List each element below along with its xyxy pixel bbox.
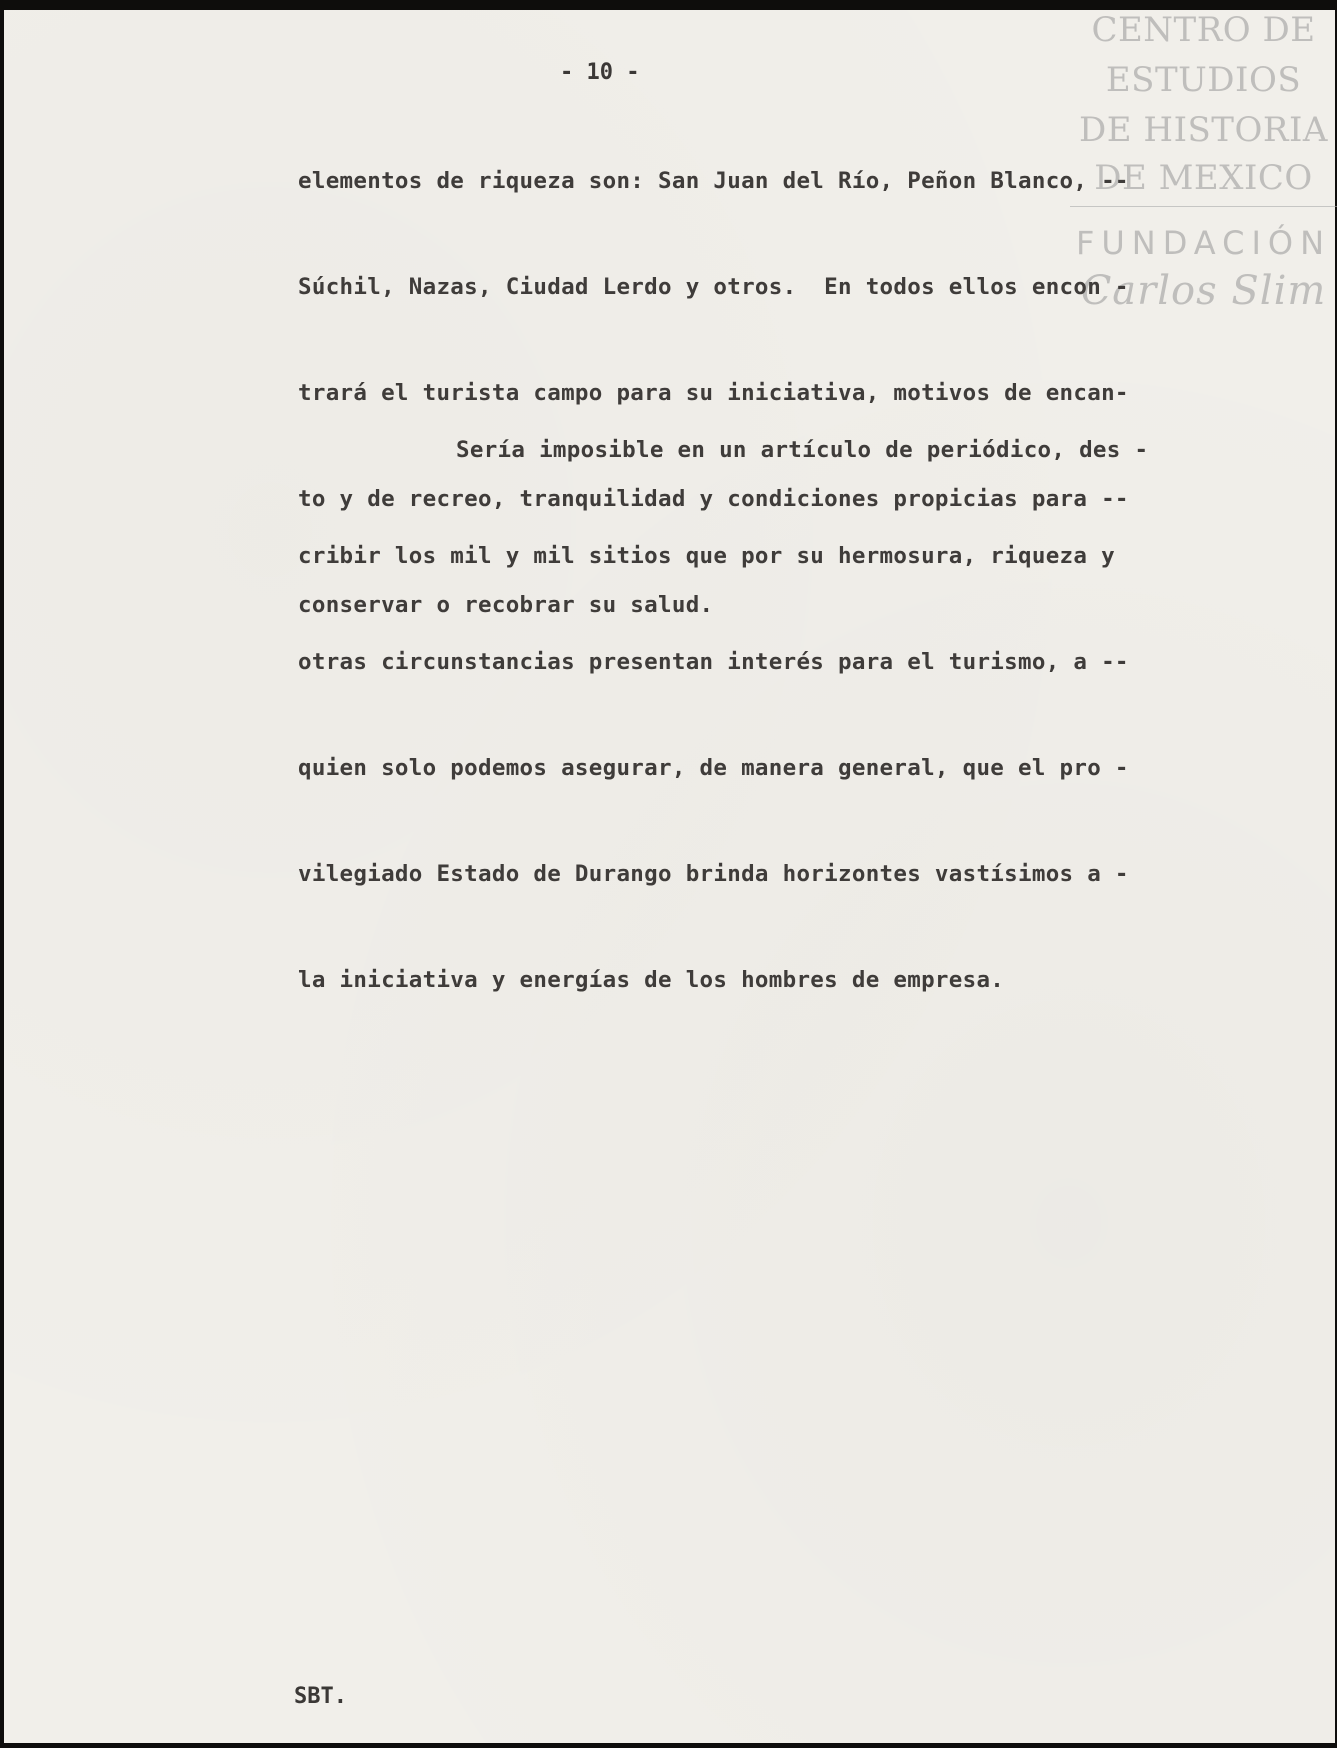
text-line: Sería imposible en un artículo de periódico, des - — [456, 437, 1149, 463]
text-line: elementos de riqueza son: San Juan del Río, Peñon Blanco, -- — [298, 168, 1129, 194]
page-number: - 10 - — [560, 60, 640, 85]
watermark-line-5: FUNDACIÓN — [1075, 224, 1332, 262]
watermark-line-1: CENTRO DE — [1091, 10, 1316, 50]
watermark-signature: Carlos Slim — [1080, 268, 1327, 314]
text-line: Súchil, Nazas, Ciudad Lerdo y otros. En todos ellos encon - — [298, 274, 1129, 300]
paragraph-2 — [298, 371, 1248, 1033]
watermark-line-3: DE HISTORIA — [1079, 110, 1328, 150]
text-line: la iniciativa y energías de los hombres de empresa. — [298, 967, 1005, 993]
text-line: cribir los mil y mil sitios que por su hermosura, riqueza y — [298, 543, 1115, 569]
typist-initials: SBT. — [294, 1684, 347, 1709]
text-line: trará el turista campo para su iniciativa, motivos de encan- — [298, 380, 1129, 406]
watermark-line-2: ESTUDIOS — [1105, 60, 1302, 100]
text-line: to y de recreo, tranquilidad y condiciones propicias para -- — [298, 486, 1129, 512]
text-line: quien solo podemos asegurar, de manera general, que el pro - — [298, 755, 1129, 781]
text-line: vilegiado Estado de Durango brinda horizontes vastísimos a - — [298, 861, 1129, 887]
watermark-line-4: DE MEXICO — [1094, 158, 1313, 198]
text-line: otras circunstancias presentan interés para el turismo, a -- — [298, 649, 1129, 675]
text-line: conservar o recobrar su salud. — [298, 592, 714, 618]
